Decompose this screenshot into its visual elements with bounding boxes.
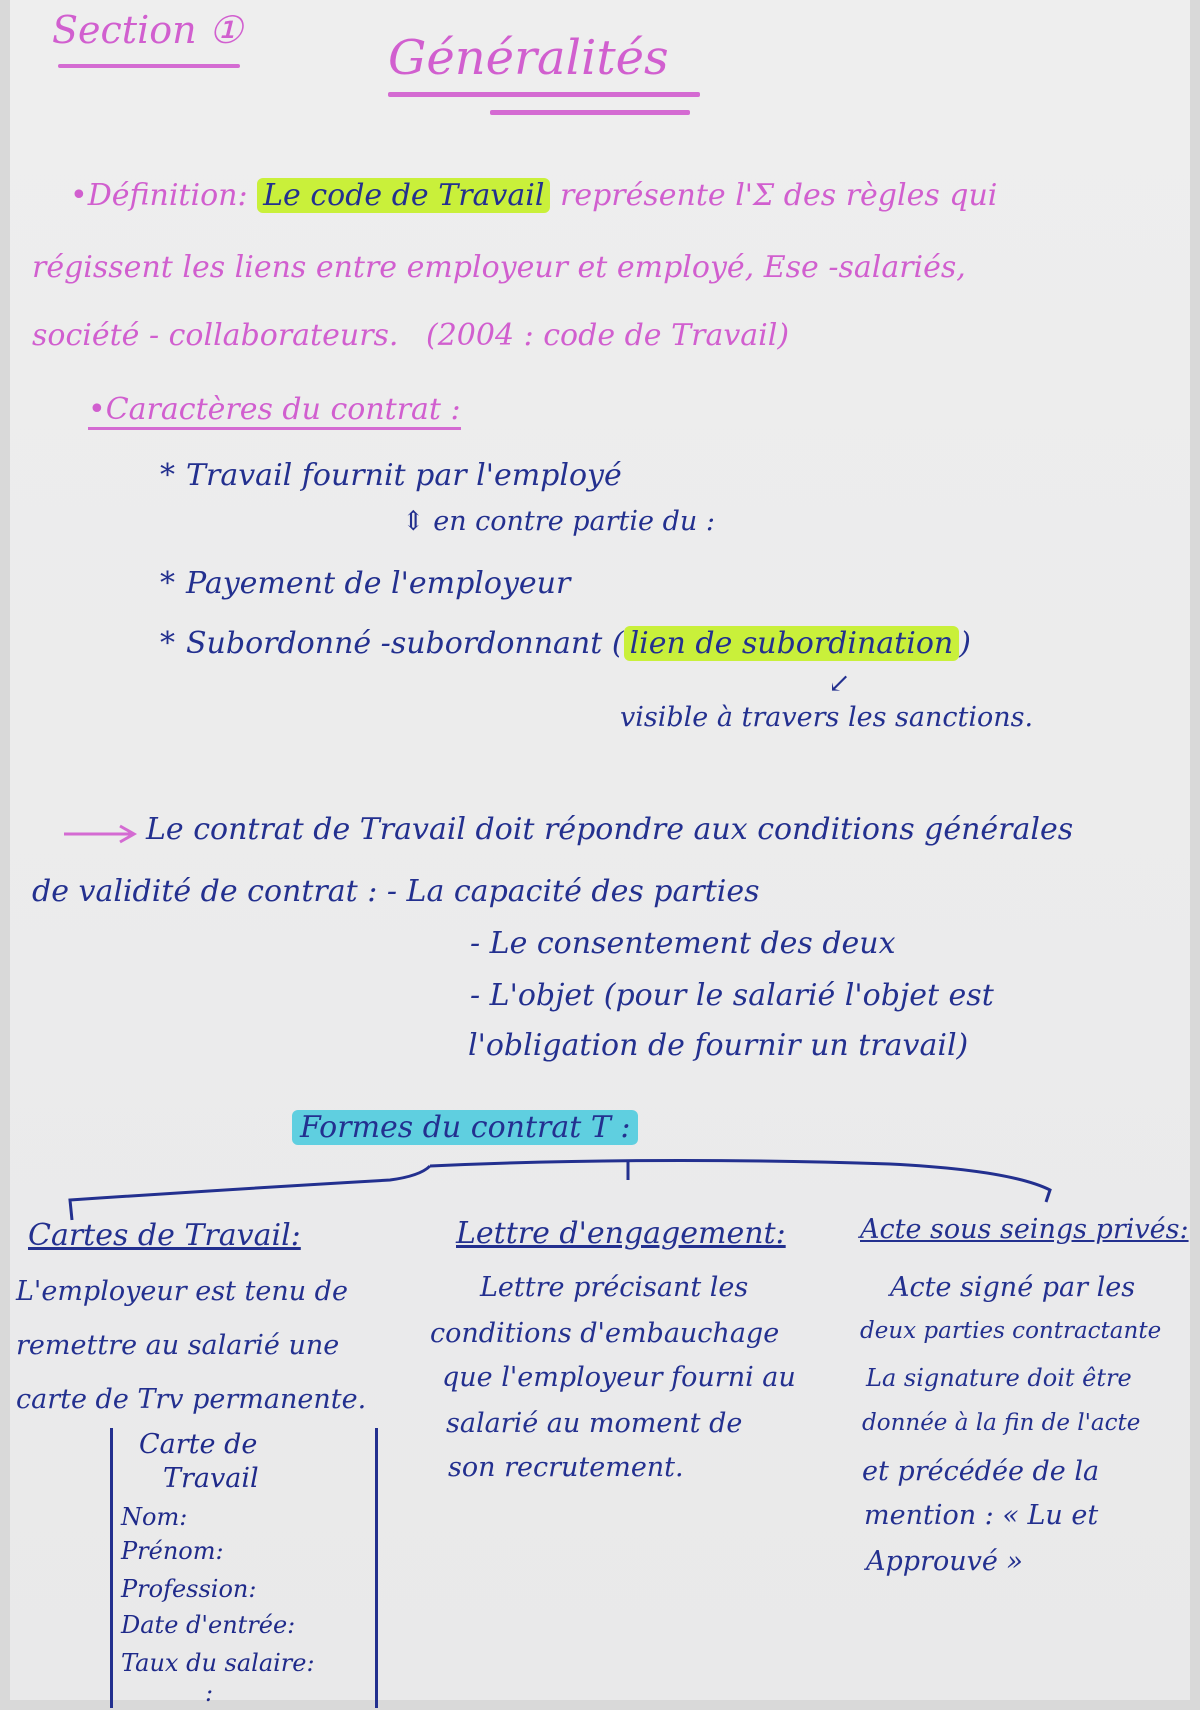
- definition-line3-b: (2004 : code de Travail): [426, 318, 790, 353]
- col2-line-4: salarié au moment de: [446, 1408, 743, 1439]
- col2-line-5: son recrutement.: [448, 1452, 684, 1483]
- card-title-1: Carte de: [139, 1429, 258, 1460]
- definition-line3-a: société - collaborateurs.: [32, 318, 399, 353]
- col2-line-2: conditions d'embauchage: [430, 1318, 780, 1349]
- col3-line-7: Approuvé »: [866, 1546, 1023, 1577]
- bullet-icon: *: [160, 458, 175, 493]
- right-arrow-icon: [62, 822, 142, 846]
- validity-cond-3b: l'obligation de fournir un travail): [468, 1028, 969, 1063]
- caracteres-item-2: [160, 566, 570, 601]
- counterpart-line: [402, 506, 715, 537]
- bullet-icon: *: [160, 566, 175, 601]
- card-field: Date d'entrée:: [121, 1611, 296, 1639]
- definition-line-1: [70, 178, 997, 213]
- col3-line-2: deux parties contractante: [860, 1318, 1162, 1344]
- card-field: Nom:: [121, 1503, 188, 1531]
- card-title-2: Travail: [163, 1463, 259, 1494]
- card-field: Taux du salaire:: [121, 1649, 315, 1677]
- validity-cond-3: - L'objet (pour le salarié l'objet est: [470, 978, 994, 1013]
- subordination-highlight: lien de subordination: [624, 626, 960, 661]
- definition-line-3: [32, 318, 789, 353]
- col3-line-5: et précédée de la: [862, 1456, 1100, 1487]
- notebook-page: [10, 0, 1190, 1707]
- double-arrow-icon: ⇕: [402, 506, 425, 537]
- col3-line-4: donnée à la fin de l'acte: [862, 1410, 1141, 1436]
- validity-line-2: de validité de contrat : - La capacité des parties: [32, 874, 760, 909]
- col2-line-1: Lettre précisant les: [480, 1272, 749, 1303]
- definition-line-2: régissent les liens entre employeur et employé, Ese -salariés,: [32, 250, 966, 285]
- definition-line1-rest: représente l'Σ des règles qui: [560, 178, 998, 213]
- card-field: :: [205, 1679, 214, 1707]
- caracteres-item2-text: Payement de l'employeur: [186, 566, 571, 601]
- col1-line-2: remettre au salarié une: [16, 1330, 340, 1361]
- definition-highlight: Le code de Travail: [257, 178, 550, 213]
- caracteres-item3-close: ): [959, 626, 971, 661]
- card-field: Profession:: [121, 1575, 257, 1603]
- caracteres-item-3: [160, 626, 971, 661]
- col2-line-3: que l'employeur fourni au: [442, 1362, 796, 1393]
- page-title: Généralités: [388, 30, 669, 86]
- col1-line-1: L'employeur est tenu de: [16, 1276, 348, 1307]
- title-underline-2: [490, 110, 690, 115]
- counterpart-text: en contre partie du :: [433, 506, 715, 537]
- title-underline-1: [388, 92, 700, 97]
- validity-line-1: Le contrat de Travail doit répondre aux conditions générales: [146, 812, 1074, 847]
- col3-line-1: Acte signé par les: [890, 1272, 1136, 1303]
- section-label: Section ①: [52, 8, 243, 52]
- card-field: Prénom:: [121, 1537, 224, 1565]
- bullet-icon: *: [160, 626, 175, 661]
- validity-cond-2: - Le consentement des deux: [470, 926, 896, 961]
- col3-title: Acte sous seings privés:: [860, 1214, 1189, 1245]
- caracteres-heading: •Caractères du contrat :: [88, 392, 461, 430]
- caracteres-item-1: [160, 458, 622, 493]
- visible-note: visible à travers les sanctions.: [620, 702, 1034, 733]
- caracteres-item1-text: Travail fournit par l'employé: [186, 458, 622, 493]
- caracteres-item3-text: Subordonné -subordonnant (: [186, 626, 624, 661]
- col1-title: Cartes de Travail:: [28, 1218, 301, 1253]
- col1-line-3: carte de Trv permanente.: [16, 1384, 367, 1415]
- col3-line-6: mention : « Lu et: [864, 1500, 1099, 1531]
- col3-line-3: La signature doit être: [866, 1364, 1132, 1392]
- down-arrow-icon: ↙: [828, 668, 851, 699]
- work-card: [110, 1428, 378, 1708]
- col2-title: Lettre d'engagement:: [456, 1216, 786, 1251]
- definition-label: •Définition:: [70, 178, 248, 213]
- section-underline: [58, 64, 240, 68]
- formes-heading: Formes du contrat T :: [292, 1110, 638, 1145]
